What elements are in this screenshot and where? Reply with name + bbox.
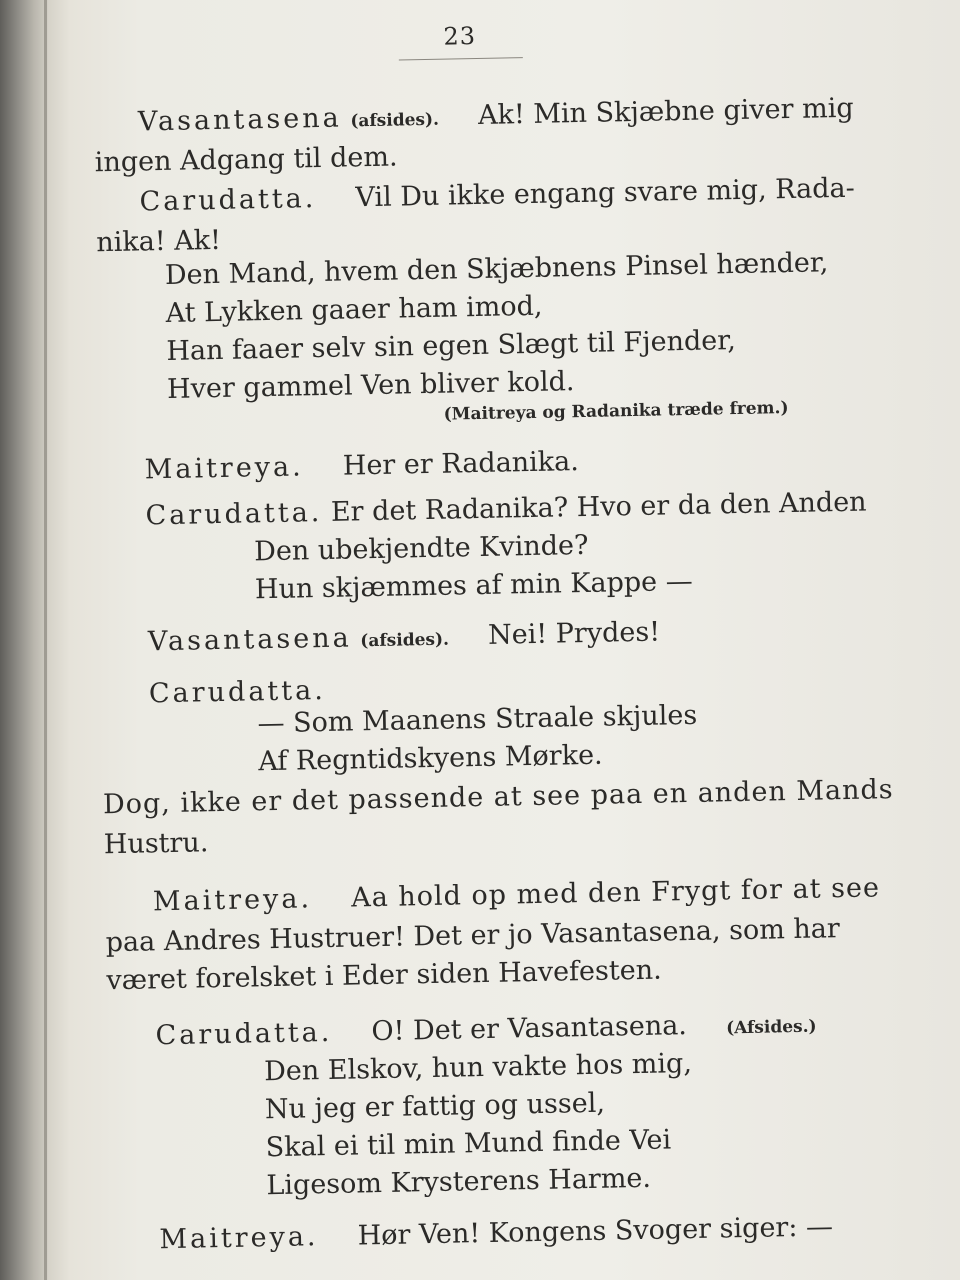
verse-line: Den ubekjendte Kvinde? — [253, 529, 589, 568]
verse-line: Ligesom Krysterens Harme. — [266, 1162, 652, 1202]
verse-line: Han faaer selv sin egen Slægt til Fjender, — [166, 325, 737, 367]
speech-carudatta-2 — [145, 487, 867, 533]
speech-text: Nei! Prydes! — [487, 616, 661, 651]
verse-line: Skal ei til min Mund finde Vei — [265, 1124, 672, 1164]
text-line: nika! Ak! — [96, 224, 222, 259]
text-line: været forelsket i Eder siden Havefesten. — [106, 954, 662, 997]
verse-line: Hver gammel Ven bliver kold. — [166, 366, 575, 405]
speech-vasantasena-2 — [148, 617, 661, 662]
speech-text: Aa hold op med den Frygt for at see — [350, 872, 881, 914]
speech-carudatta-1 — [139, 173, 855, 219]
speaker-name: Carudatta. — [148, 674, 327, 710]
speech-carudatta-3 — [155, 1008, 817, 1056]
speech-maitreya-2 — [153, 872, 881, 918]
speaker-name: Carudatta. — [145, 497, 323, 532]
verse-line: Hun skjæmmes af min Kappe — — [254, 565, 693, 606]
verse-line: Nu jeg er fattig og ussel, — [264, 1087, 606, 1126]
verse-line: Den Elskov, hun vakte hos mig, — [263, 1048, 693, 1088]
speech-text: Her er Radanika. — [342, 446, 580, 482]
text-line: ingen Adgang til dem. — [94, 141, 398, 179]
stage-direction: (afsides). — [350, 109, 440, 132]
text-line: paa Andres Hustruer! Det er jo Vasantasena, som har — [105, 913, 841, 959]
speech-text: O! Det er Vasantasena. — [371, 1010, 688, 1048]
speaker-name: Vasantasena — [137, 102, 342, 138]
speech-maitreya-3 — [159, 1211, 833, 1256]
speaker-name: Carudatta. — [139, 183, 317, 218]
verse-line: At Lykken gaaer ham imod, — [165, 290, 543, 329]
stage-direction: (afsides). — [360, 629, 450, 652]
verse-line: — Som Maanens Straale skjules — [257, 699, 698, 740]
stage-direction: (Afsides.) — [725, 1016, 817, 1039]
speaker-name: Maitreya. — [144, 451, 304, 486]
speaker-name: Maitreya. — [159, 1221, 319, 1256]
verse-line: Af Regntidskyens Mørke. — [257, 739, 603, 778]
text-line: Dog, ikke er det passende at see paa en anden Mands — [102, 774, 894, 821]
page-number: 23 — [443, 21, 477, 51]
speech-maitreya-1 — [144, 446, 579, 486]
speech-text: Hør Ven! Kongens Svoger siger: — — [357, 1211, 834, 1252]
header-rule — [399, 57, 523, 60]
speaker-name: Maitreya. — [152, 883, 313, 918]
verse-line: Den Mand, hvem den Skjæbnens Pinsel hænder, — [164, 247, 829, 291]
speech-vasantasena-1 — [138, 93, 854, 142]
speech-text: Er det Radanika? Hvo er da den Anden — [330, 486, 867, 528]
stage-direction: (Maitreya og Radanika træde frem.) — [443, 398, 789, 425]
text-line: Hustru. — [103, 827, 209, 861]
speech-text: Ak! Min Skjæbne giver mig — [477, 92, 854, 131]
speaker-name: Vasantasena — [147, 622, 352, 658]
speech-text: Vil Du ikke engang svare mig, Rada- — [355, 172, 856, 214]
speaker-name: Carudatta. — [155, 1016, 333, 1052]
